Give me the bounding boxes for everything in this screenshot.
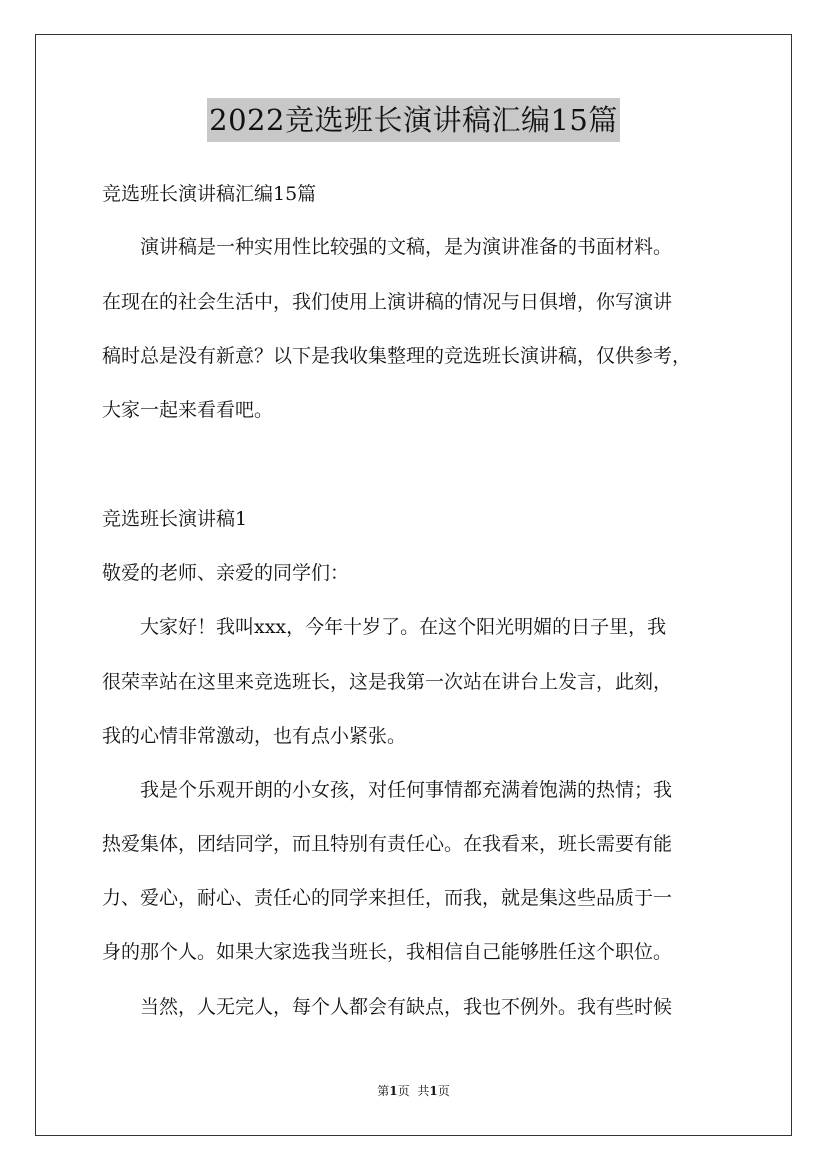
body-line: 当然，人无完人，每个人都会有缺点，我也不例外。我有些时候 <box>102 996 673 1018</box>
body-line: 大家一起来看看吧。 <box>102 399 274 421</box>
body-line: 在现在的社会生活中，我们使用上演讲稿的情况与日俱增，你写演讲 <box>102 291 673 313</box>
footer-total-suffix: 页 <box>437 1084 450 1098</box>
section-heading: 竞选班长演讲稿1 <box>102 508 248 530</box>
subtitle-line: 竞选班长演讲稿汇编15篇 <box>102 183 317 205</box>
document-title: 2022竞选班长演讲稿汇编15篇 <box>207 98 620 142</box>
body-line: 大家好！我叫xxx，今年十岁了。在这个阳光明媚的日子里，我 <box>102 616 667 638</box>
page-footer <box>0 1083 827 1099</box>
body-line: 演讲稿是一种实用性比较强的文稿，是为演讲准备的书面材料。 <box>102 236 673 258</box>
body-line: 力、爱心，耐心、责任心的同学来担任，而我，就是集这些品质于一 <box>102 887 673 909</box>
body-line: 身的那个人。如果大家选我当班长，我相信自己能够胜任这个职位。 <box>102 941 673 963</box>
body-line: 我是个乐观开朗的小女孩，对任何事情都充满着饱满的热情；我 <box>102 779 673 801</box>
footer-total-prefix: 共 <box>417 1084 430 1098</box>
title-container <box>0 98 827 142</box>
body-line: 很荣幸站在这里来竞选班长，这是我第一次站在讲台上发言，此刻， <box>102 671 673 693</box>
body-line: 我的心情非常激动，也有点小紧张。 <box>102 725 407 747</box>
body-line: 稿时总是没有新意？以下是我收集整理的竞选班长演讲稿，仅供参考， <box>102 345 692 367</box>
footer-total-number: 1 <box>429 1084 438 1098</box>
footer-page-prefix: 第 <box>377 1084 390 1098</box>
salutation-line: 敬爱的老师、亲爱的同学们： <box>102 562 350 584</box>
footer-page-suffix: 页 <box>397 1084 410 1098</box>
body-line: 热爱集体，团结同学，而且特别有责任心。在我看来，班长需要有能 <box>102 833 673 855</box>
footer-page-number: 1 <box>389 1084 398 1098</box>
